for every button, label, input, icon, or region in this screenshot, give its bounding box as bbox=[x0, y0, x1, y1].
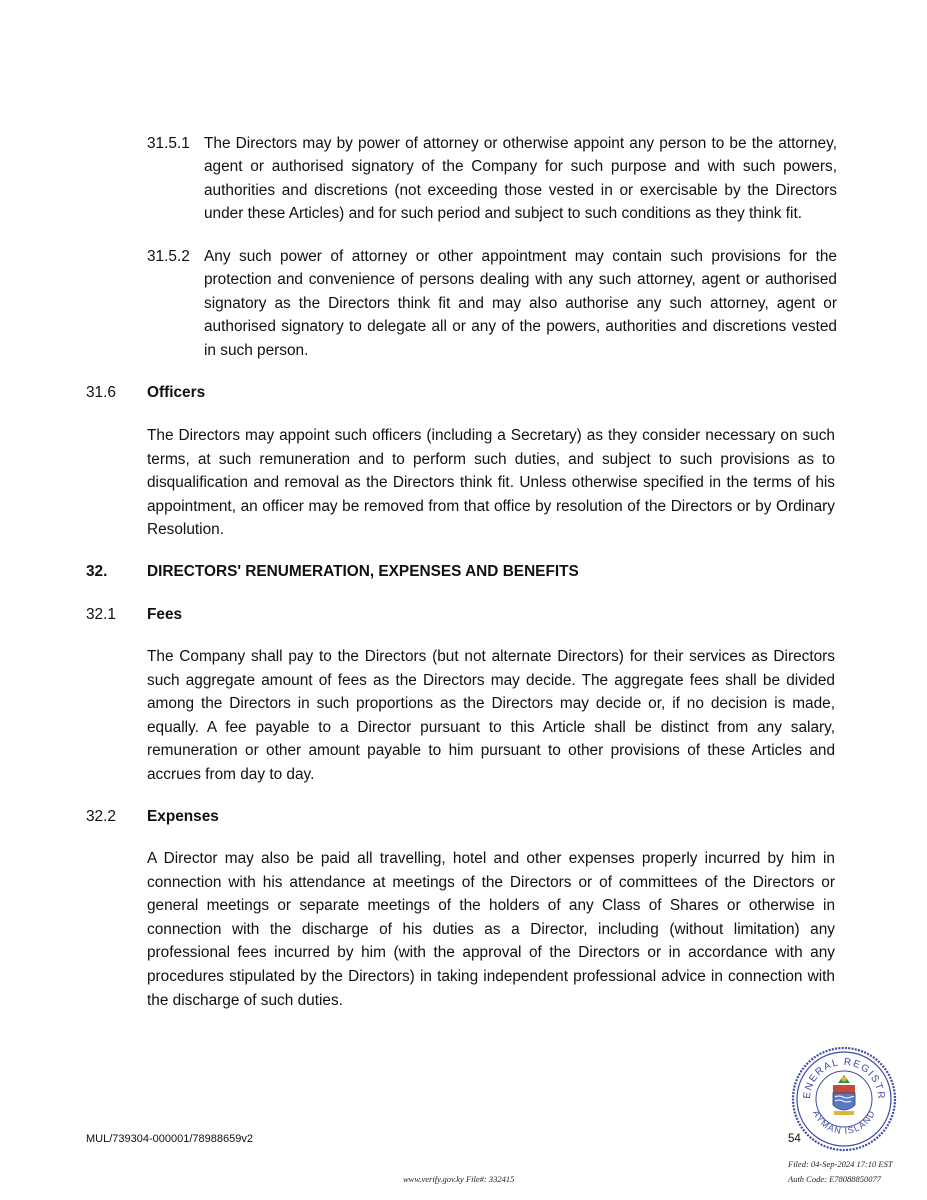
officers-paragraph: The Directors may appoint such officers (including a Secretary) as they consider necessary on such terms, at such remuneration and to perform such duties, and subject to such provisions as to disqualification and removal as the Directors think fit. Unless otherwise specified in the terms of his appointment, an officer may be removed from that office by resolution of the Directors or by Ordinary Resolution. bbox=[147, 427, 835, 539]
heading-title: Expenses bbox=[147, 808, 219, 825]
verify-url: www.verify.gov.ky File#: 332415 bbox=[403, 1174, 515, 1184]
clause-text: The Directors may by power of attorney or otherwise appoint any person to be the attorney, agent or authorised signatory of the Company for such purpose and with such powers, authorities and discretions (not exceeding those vested in or exercisable by the Directors under these Articles) and for such period and subject to such conditions as they think fit. bbox=[204, 135, 837, 223]
heading-title: Fees bbox=[147, 606, 183, 623]
fees-paragraph: The Company shall pay to the Directors (but not alternate Directors) for their services as Directors such aggregate amount of fees as the Directors may decide. The aggregate fees shall be divided among the Directors in such proportions as the Directors may decide or, if no decision is made, equally. A fee payable to a Director pursuant to this Article shall be distinct from any salary, remuneration or other amount payable to him pursuant to other provisions of these Articles and accrues from day to day. bbox=[147, 648, 835, 783]
filing-stamp bbox=[788, 1157, 893, 1187]
seal-icon bbox=[790, 1045, 898, 1153]
clause-text: Any such power of attorney or other appointment may contain such provisions for the protection and convenience of persons dealing with any such attorney, agent or authorised signatory as the Directors think fit and may also authorise any such attorney, agent or authorised signatory to delegate all or any of the powers, authorities and discretions vested in such person. bbox=[204, 248, 837, 359]
seal-text-top: ENERAL REGISTR bbox=[801, 1056, 887, 1101]
general-registry-seal bbox=[790, 1045, 898, 1153]
filed-date: Filed: 04-Sep-2024 17:10 EST bbox=[788, 1159, 893, 1169]
heading-title: Officers bbox=[147, 384, 206, 401]
page-number: 54 bbox=[788, 1133, 801, 1145]
section-number: 32. bbox=[86, 563, 108, 580]
heading-number: 32.2 bbox=[86, 808, 116, 825]
heading-number: 32.1 bbox=[86, 606, 116, 623]
document-reference: MUL/739304-000001/78988659v2 bbox=[86, 1133, 253, 1145]
coat-of-arms-icon bbox=[833, 1075, 855, 1115]
expenses-paragraph: A Director may also be paid all travelling, hotel and other expenses properly incurred by him in connection with his attendance at meetings of the Directors or of committees of the Directors or general meetings or separate meetings of the holders of any Class of Shares or otherwise in connection with the discharge of his duties as a Director, including (without limitation) any professional fees incurred by him (with the approval of the Directors or in accordance with any procedures stipulated by the Directors) in taking independent professional advice in connection with the discharge of such duties. bbox=[147, 850, 835, 1009]
clause-31-5-2 bbox=[147, 245, 837, 362]
section-title: DIRECTORS' RENUMERATION, EXPENSES AND BENEFITS bbox=[147, 563, 579, 580]
heading-number: 31.6 bbox=[86, 384, 116, 401]
clause-number: 31.5.2 bbox=[147, 248, 190, 265]
clause-31-5-1 bbox=[147, 132, 837, 226]
seal-text-bottom: AYMAN ISLAND bbox=[811, 1108, 878, 1137]
auth-code: Auth Code: E78088850077 bbox=[788, 1174, 882, 1184]
clause-number: 31.5.1 bbox=[147, 135, 190, 152]
